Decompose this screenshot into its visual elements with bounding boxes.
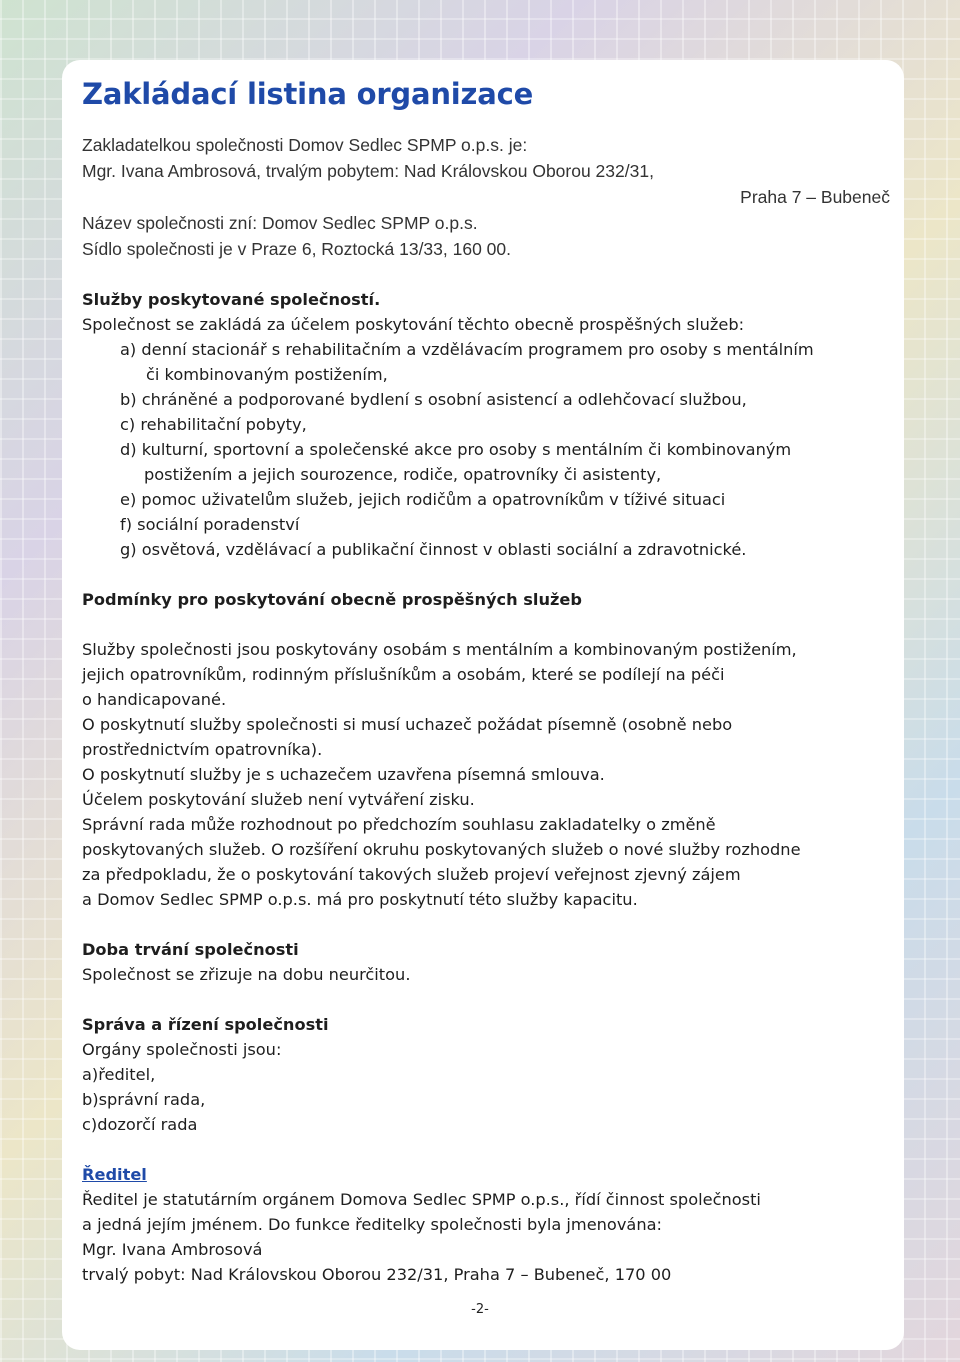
- paragraph-line: Služby společnosti jsou poskytovány osobám s mentálním a kombinovaným postižením,: [82, 640, 797, 659]
- services-heading: Služby poskytované společností.: [82, 290, 381, 309]
- paragraph-line: trvalý pobyt: Nad Královskou Oborou 232/31, Praha 7 – Bubeneč, 170 00: [82, 1265, 672, 1284]
- paragraph-line: Správní rada může rozhodnout po předchozím souhlasu zakladatelky o změně: [82, 815, 716, 834]
- paragraph-line: poskytovaných služeb. O rozšíření okruhu poskytovaných služeb o nové služby rozhodne: [82, 840, 801, 859]
- intro-line: Název společnosti zní: Domov Sedlec SPMP o.p.s.: [82, 213, 478, 233]
- intro-line: Mgr. Ivana Ambrosová, trvalým pobytem: Nad Královskou Oborou 232/31,: [82, 161, 654, 181]
- list-item: b)správní rada,: [82, 1090, 206, 1109]
- services-lead: Společnost se zakládá za účelem poskytování těchto obecně prospěšných služeb:: [82, 315, 745, 334]
- paragraph-line: jejich opatrovníkům, rodinným příslušníkům a osobám, které se podílejí na péči: [82, 665, 725, 684]
- list-item: a)ředitel,: [82, 1065, 156, 1084]
- duration-section: [82, 937, 897, 987]
- list-item-continuation: postižením a jejich sourozence, rodiče, opatrovníky či asistenty,: [144, 465, 662, 484]
- paragraph-line: O poskytnutí služby společnosti si musí uchazeč požádat písemně (osobně nebo: [82, 715, 733, 734]
- director-section: [82, 1162, 897, 1287]
- paragraph-line: Ředitel je statutárním orgánem Domova Sedlec SPMP o.p.s., řídí činnost společnosti: [82, 1190, 761, 1209]
- intro-line: Praha 7 – Bubeneč: [740, 187, 890, 207]
- management-section: [82, 1012, 897, 1137]
- list-item: d) kulturní, sportovní a společenské akce pro osoby s mentálním či kombinovaným: [120, 440, 792, 459]
- list-item-continuation: či kombinovaným postižením,: [146, 365, 388, 384]
- paragraph-line: a Domov Sedlec SPMP o.p.s. má pro poskytnutí této služby kapacitu.: [82, 890, 638, 909]
- paragraph-line: za předpokladu, že o poskytování takových služeb projeví veřejnost zjevný zájem: [82, 865, 741, 884]
- list-item: a) denní stacionář s rehabilitačním a vzdělávacím programem pro osoby s mentálním: [120, 340, 814, 359]
- document-title: Zakládací listina organizace: [82, 77, 534, 111]
- document-content: [82, 76, 897, 1287]
- paragraph-line: o handicapované.: [82, 690, 227, 709]
- intro-line: Zakladatelkou společnosti Domov Sedlec SPMP o.p.s. je:: [82, 135, 528, 155]
- conditions-section: [82, 587, 897, 912]
- intro-line: Sídlo společnosti je v Praze 6, Roztocká 13/33, 160 00.: [82, 239, 512, 259]
- paragraph-line: O poskytnutí služby je s uchazečem uzavřena písemná smlouva.: [82, 765, 605, 784]
- list-item: b) chráněné a podporované bydlení s osobní asistencí a odlehčovací službou,: [120, 390, 747, 409]
- list-item: g) osvětová, vzdělávací a publikační činnost v oblasti sociální a zdravotnické.: [120, 540, 747, 559]
- conditions-heading: Podmínky pro poskytování obecně prospěšných služeb: [82, 590, 582, 609]
- page-number: -2-: [471, 1302, 489, 1317]
- list-item: e) pomoc uživatelům služeb, jejich rodičům a opatrovníkům v tíživé situaci: [120, 490, 726, 509]
- list-item: c) rehabilitační pobyty,: [120, 415, 307, 434]
- list-item: c)dozorčí rada: [82, 1115, 198, 1134]
- intro-block: [82, 132, 897, 262]
- duration-heading: Doba trvání společnosti: [82, 940, 299, 959]
- services-section: [82, 287, 897, 562]
- director-heading-link[interactable]: Ředitel: [82, 1165, 147, 1184]
- list-item: f) sociální poradenství: [120, 515, 300, 534]
- paragraph-line: a jedná jejím jménem. Do funkce ředitelky společnosti byla jmenována:: [82, 1215, 662, 1234]
- paragraph-line: prostřednictvím opatrovníka).: [82, 740, 323, 759]
- paragraph-line: Orgány společnosti jsou:: [82, 1040, 282, 1059]
- paragraph-line: Mgr. Ivana Ambrosová: [82, 1240, 263, 1259]
- paragraph-line: Společnost se zřizuje na dobu neurčitou.: [82, 965, 411, 984]
- paragraph-line: Účelem poskytování služeb není vytváření zisku.: [82, 790, 475, 809]
- management-heading: Správa a řízení společnosti: [82, 1015, 329, 1034]
